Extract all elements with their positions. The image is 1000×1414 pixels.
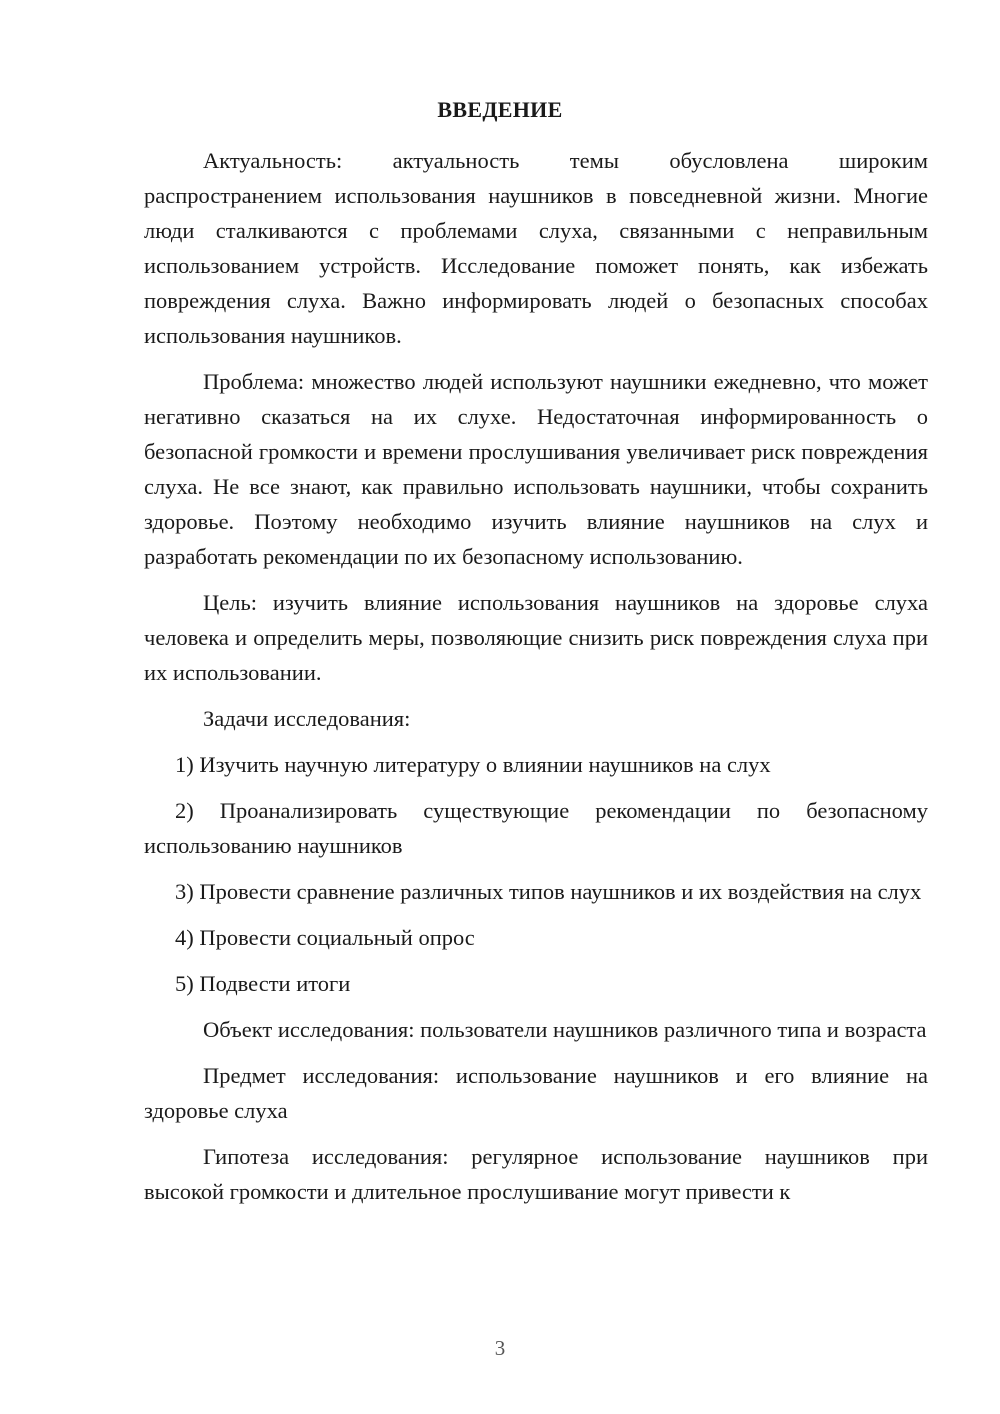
paragraph-problem: Проблема: множество людей используют наушники ежедневно, что может негативно сказаться на их слухе. Недостаточная информированность о безопасной громкости и времени прослушивания увеличивает риск повреждения слуха. Не все знают, как правильно использовать наушники, чтобы сохранить здоровье. Поэтому необходимо изучить влияние наушников на слух и разработать рекомендации по их безопасному использованию. — [144, 369, 928, 569]
task-item: 5) Подвести итоги — [175, 971, 351, 996]
task-item: 2) Проанализировать существующие рекомендации по безопасному использованию наушников — [144, 798, 928, 858]
paragraph-subject: Предмет исследования: использование наушников и его влияние на здоровье слуха — [144, 1063, 928, 1123]
page-title: ВВЕДЕНИЕ — [437, 97, 563, 122]
paragraph-goal: Цель: изучить влияние использования наушников на здоровье слуха человека и определить меры, позволяющие снизить риск повреждения слуха при их использовании. — [144, 590, 928, 685]
task-item: 3) Провести сравнение различных типов наушников и их воздействия на слух — [175, 879, 922, 904]
paragraph-relevance: Актуальность: актуальность темы обусловлена широким распространением использования наушников в повседневной жизни. Многие люди сталкиваются с проблемами слуха, связанными с неправильным использованием устройств. Исследование поможет понять, как избежать повреждения слуха. Важно информировать людей о безопасных способах использования наушников. — [144, 148, 928, 348]
page-number: 3 — [494, 1336, 506, 1360]
tasks-heading: Задачи исследования: — [203, 706, 411, 731]
task-item: 1) Изучить научную литературу о влиянии наушников на слух — [175, 752, 771, 777]
paragraph-object: Объект исследования: пользователи наушников различного типа и возраста — [203, 1017, 927, 1042]
task-item: 4) Провести социальный опрос — [175, 925, 475, 950]
document-body — [144, 143, 928, 1220]
paragraph-hypothesis: Гипотеза исследования: регулярное использование наушников при высокой громкости и длительное прослушивание могут привести к — [144, 1144, 928, 1204]
